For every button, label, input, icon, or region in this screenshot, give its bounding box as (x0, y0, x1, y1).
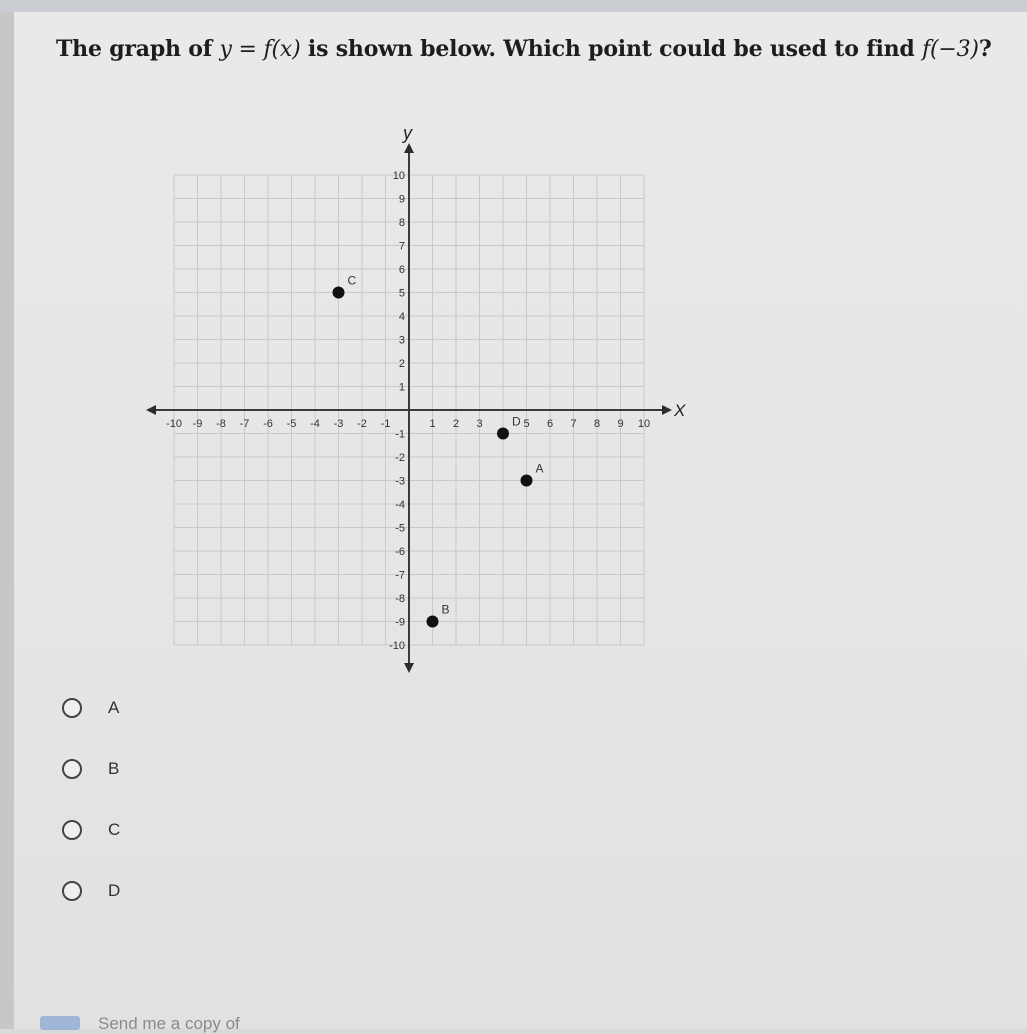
x-tick-label: 7 (570, 418, 577, 430)
x-tick-label: -10 (166, 418, 182, 430)
y-tick-label: -9 (395, 616, 405, 629)
x-tick-label: 3 (476, 418, 483, 430)
x-tick-label: 5 (523, 418, 530, 430)
y-tick-label: -7 (395, 569, 405, 582)
y-tick-label: -3 (395, 475, 405, 488)
point-label-c: C (347, 273, 357, 288)
point-label-d: D (512, 414, 521, 429)
point-a (521, 475, 533, 487)
y-axis-arrow-up-icon (404, 143, 414, 153)
point-label-a: A (535, 461, 544, 476)
y-tick-label: -4 (395, 499, 405, 511)
option-a-label: A (108, 698, 120, 717)
radio-circle-icon[interactable] (62, 881, 82, 901)
radio-circle-icon[interactable] (62, 698, 82, 718)
point-b (427, 616, 439, 628)
x-axis-arrow-left-icon (146, 405, 156, 415)
y-tick-label: 10 (392, 170, 405, 182)
footer-text: Send me a copy of (98, 1014, 240, 1033)
y-tick-label: -10 (389, 640, 405, 652)
y-axis-label: y (403, 123, 412, 143)
y-tick-label: 6 (398, 264, 405, 276)
option-c[interactable] (62, 812, 262, 848)
y-tick-label: 4 (398, 311, 405, 323)
y-tick-label: -5 (395, 522, 405, 535)
y-tick-label: 2 (398, 358, 405, 370)
x-tick-label: 1 (429, 418, 436, 430)
x-tick-label: -8 (216, 418, 226, 430)
y-axis-arrow-down-icon (404, 663, 414, 673)
x-tick-label: -2 (357, 418, 367, 430)
y-tick-label: 9 (398, 193, 405, 206)
y-tick-label: 8 (398, 217, 405, 229)
x-tick-label: -1 (380, 418, 391, 430)
y-tick-label: 7 (398, 240, 405, 253)
question-prefix: The graph of (56, 36, 220, 62)
x-tick-label: 8 (593, 418, 601, 430)
option-d-label: D (108, 881, 121, 900)
y-tick-label: -2 (395, 452, 405, 464)
x-tick-label: 6 (546, 418, 554, 430)
question-target: f(−3) (922, 37, 979, 62)
y-tick-label: -1 (395, 428, 405, 441)
radio-circle-icon[interactable] (62, 759, 82, 779)
option-b[interactable] (62, 751, 262, 787)
question-equation: y = f(x) (219, 37, 301, 62)
x-tick-label: -7 (239, 418, 250, 430)
x-tick-label: 2 (452, 418, 460, 430)
x-tick-label: 10 (637, 418, 651, 430)
point-label-b: B (441, 602, 450, 617)
footer-toggle[interactable] (40, 1016, 80, 1030)
x-axis-label: X (674, 401, 686, 420)
x-axis-arrow-right-icon (662, 405, 672, 415)
option-b-label: B (108, 759, 120, 778)
option-c-label: C (108, 820, 121, 839)
y-tick-label: 1 (398, 381, 405, 394)
y-tick-label: -8 (395, 593, 405, 605)
point-d (497, 428, 509, 440)
point-c (333, 287, 345, 299)
x-tick-label: -4 (310, 418, 320, 430)
y-tick-label: 3 (398, 334, 405, 347)
x-tick-label: -6 (263, 418, 273, 430)
question-suffix: ? (978, 36, 992, 62)
x-tick-label: 9 (617, 418, 624, 430)
y-tick-label: -6 (395, 546, 405, 558)
x-tick-label: -5 (286, 418, 297, 430)
radio-circle-icon[interactable] (62, 820, 82, 840)
y-tick-label: 5 (398, 287, 405, 300)
question-middle: is shown below. Which point could be used to find (300, 36, 923, 62)
option-d[interactable] (62, 873, 262, 909)
option-a[interactable] (62, 690, 262, 726)
x-tick-label: -9 (192, 418, 203, 430)
x-tick-label: -3 (333, 418, 344, 430)
